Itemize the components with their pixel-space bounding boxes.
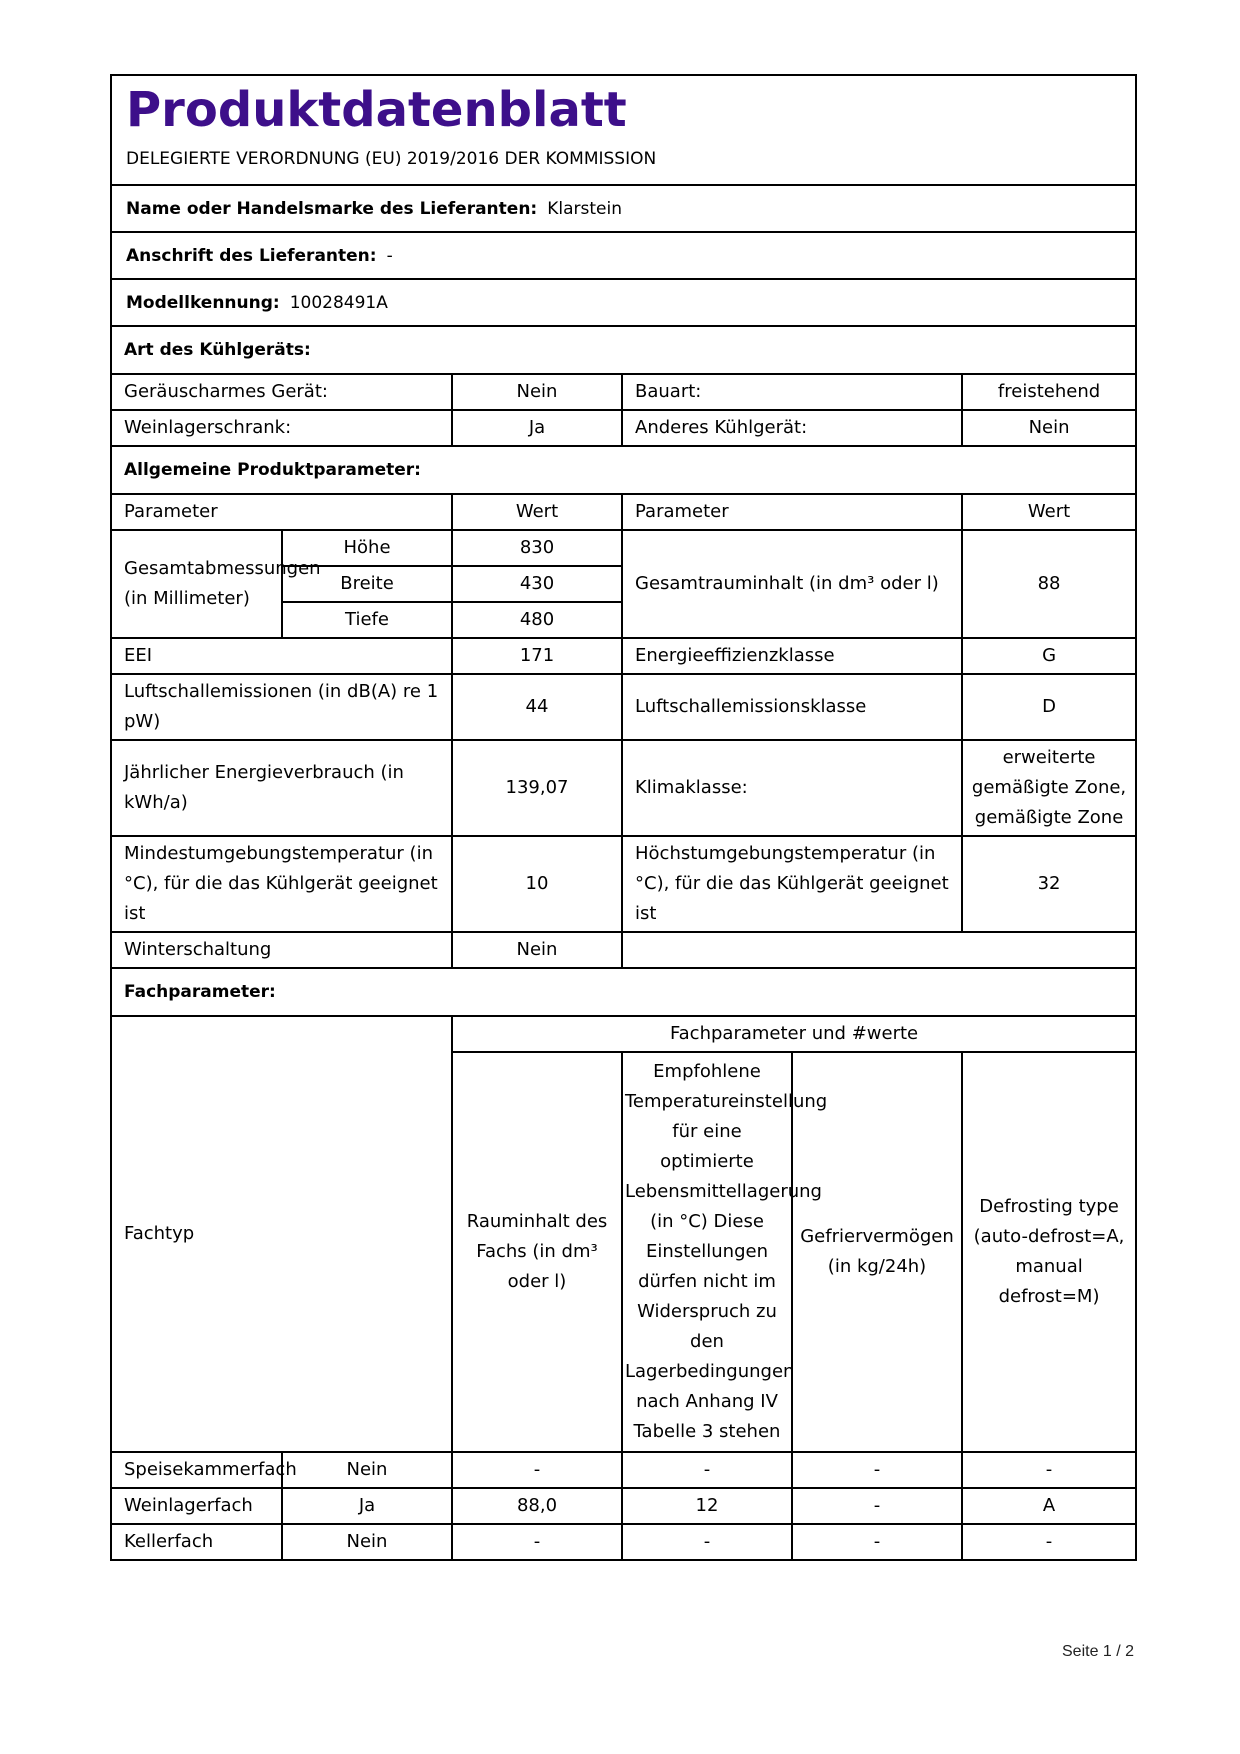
supplier-name-value: Klarstein — [547, 198, 622, 219]
total-volume-value: 88 — [962, 530, 1135, 638]
min-temp-label: Mindestumgebungstemperatur (in °C), für die das Kühlgerät geeignet ist — [112, 836, 452, 932]
climate-class-value: erweiterte gemäßigte Zone, gemäßigte Zone — [962, 740, 1135, 836]
compartment-name: Speisekammerfach — [112, 1452, 282, 1488]
climate-class-label: Klimaklasse: — [622, 740, 962, 836]
total-volume-label: Gesamtrauminhalt (in dm³ oder l) — [622, 530, 962, 638]
compartment-parameters-heading: Fachparameter: — [112, 968, 1135, 1016]
compartment-temp: 12 — [622, 1488, 792, 1524]
compartment-present: Ja — [282, 1488, 452, 1524]
noise-value: 44 — [452, 674, 622, 740]
empty-cell — [622, 932, 1135, 968]
table-row — [112, 1524, 1135, 1559]
low-noise-label: Geräuscharmes Gerät: — [112, 374, 452, 410]
winter-switch-label: Winterschaltung — [112, 932, 452, 968]
eei-label: EEI — [112, 638, 452, 674]
compartment-freeze: - — [792, 1452, 962, 1488]
table-row — [112, 1452, 1135, 1488]
compartment-name: Kellerfach — [112, 1524, 282, 1559]
col-recommended-temp: Empfohlene Temperatureinstellung für eine optimierte Lebensmittellagerung (in °C) Diese Einstellungen dürfen nicht im Widerspruch zu den Lagerbedingungen nach Anhang IV Tabelle 3 stehen — [622, 1052, 792, 1452]
annual-energy-value: 139,07 — [452, 740, 622, 836]
compartment-defrost: A — [962, 1488, 1135, 1524]
design-value: freistehend — [962, 374, 1135, 410]
eei-value: 171 — [452, 638, 622, 674]
device-type-heading: Art des Kühlgeräts: — [112, 326, 1135, 374]
col-parameter-header-2: Parameter — [622, 494, 962, 530]
col-defrosting-type: Defrosting type (auto-defrost=A, manual defrost=M) — [962, 1052, 1135, 1452]
compartment-present: Nein — [282, 1452, 452, 1488]
energy-class-value: G — [962, 638, 1135, 674]
min-temp-value: 10 — [452, 836, 622, 932]
supplier-address-row — [112, 231, 1135, 278]
annual-energy-label: Jährlicher Energieverbrauch (in kWh/a) — [112, 740, 452, 836]
page-number: Seite 1 / 2 — [1062, 1643, 1135, 1660]
compartment-freeze: - — [792, 1488, 962, 1524]
compartment-volume: - — [452, 1452, 622, 1488]
other-appliance-value: Nein — [962, 410, 1135, 446]
col-value-header-2: Wert — [962, 494, 1135, 530]
low-noise-value: Nein — [452, 374, 622, 410]
table-row — [112, 1488, 1135, 1524]
height-value: 830 — [452, 530, 622, 566]
wine-cabinet-label: Weinlagerschrank: — [112, 410, 452, 446]
compartment-freeze: - — [792, 1524, 962, 1559]
model-row — [112, 278, 1135, 325]
compartment-defrost: - — [962, 1452, 1135, 1488]
width-label: Breite — [282, 566, 452, 602]
compartment-volume: - — [452, 1524, 622, 1559]
general-parameters-heading: Allgemeine Produktparameter: — [112, 446, 1135, 494]
compartment-volume: 88,0 — [452, 1488, 622, 1524]
product-data-sheet — [110, 74, 1137, 1561]
compartment-defrost: - — [962, 1524, 1135, 1559]
energy-class-label: Energieeffizienzklasse — [622, 638, 962, 674]
compartment-name: Weinlagerfach — [112, 1488, 282, 1524]
wine-cabinet-value: Ja — [452, 410, 622, 446]
supplier-address-value: - — [386, 245, 393, 266]
page-title: Produktdatenblatt — [126, 82, 627, 138]
col-parameter-header: Parameter — [112, 494, 452, 530]
compartment-present: Nein — [282, 1524, 452, 1559]
winter-switch-value: Nein — [452, 932, 622, 968]
supplier-name-row — [112, 184, 1135, 231]
noise-class-value: D — [962, 674, 1135, 740]
col-freezing-capacity: Gefriervermögen (in kg/24h) — [792, 1052, 962, 1452]
model-label: Modellkennung: — [126, 292, 280, 313]
other-appliance-label: Anderes Kühlgerät: — [622, 410, 962, 446]
noise-class-label: Luftschallemissionsklasse — [622, 674, 962, 740]
model-value: 10028491A — [289, 292, 388, 313]
depth-value: 480 — [452, 602, 622, 638]
col-compartment-volume: Rauminhalt des Fachs (in dm³ oder l) — [452, 1052, 622, 1452]
compartment-group-header: Fachparameter und #werte — [452, 1016, 1135, 1052]
width-value: 430 — [452, 566, 622, 602]
compartment-temp: - — [622, 1452, 792, 1488]
depth-label: Tiefe — [282, 602, 452, 638]
dimensions-label: Gesamtabmessungen (in Millimeter) — [112, 530, 282, 638]
supplier-address-label: Anschrift des Lieferanten: — [126, 245, 377, 266]
col-compartment-type: Fachtyp — [112, 1016, 452, 1452]
compartment-temp: - — [622, 1524, 792, 1559]
design-label: Bauart: — [622, 374, 962, 410]
regulation-subtitle: DELEGIERTE VERORDNUNG (EU) 2019/2016 DER KOMMISSION — [126, 149, 657, 169]
max-temp-label: Höchstumgebungstemperatur (in °C), für die das Kühlgerät geeignet ist — [622, 836, 962, 932]
height-label: Höhe — [282, 530, 452, 566]
max-temp-value: 32 — [962, 836, 1135, 932]
col-value-header: Wert — [452, 494, 622, 530]
parameter-table — [112, 325, 1135, 1559]
supplier-name-label: Name oder Handelsmarke des Lieferanten: — [126, 198, 538, 219]
noise-label: Luftschallemissionen (in dB(A) re 1 pW) — [112, 674, 452, 740]
